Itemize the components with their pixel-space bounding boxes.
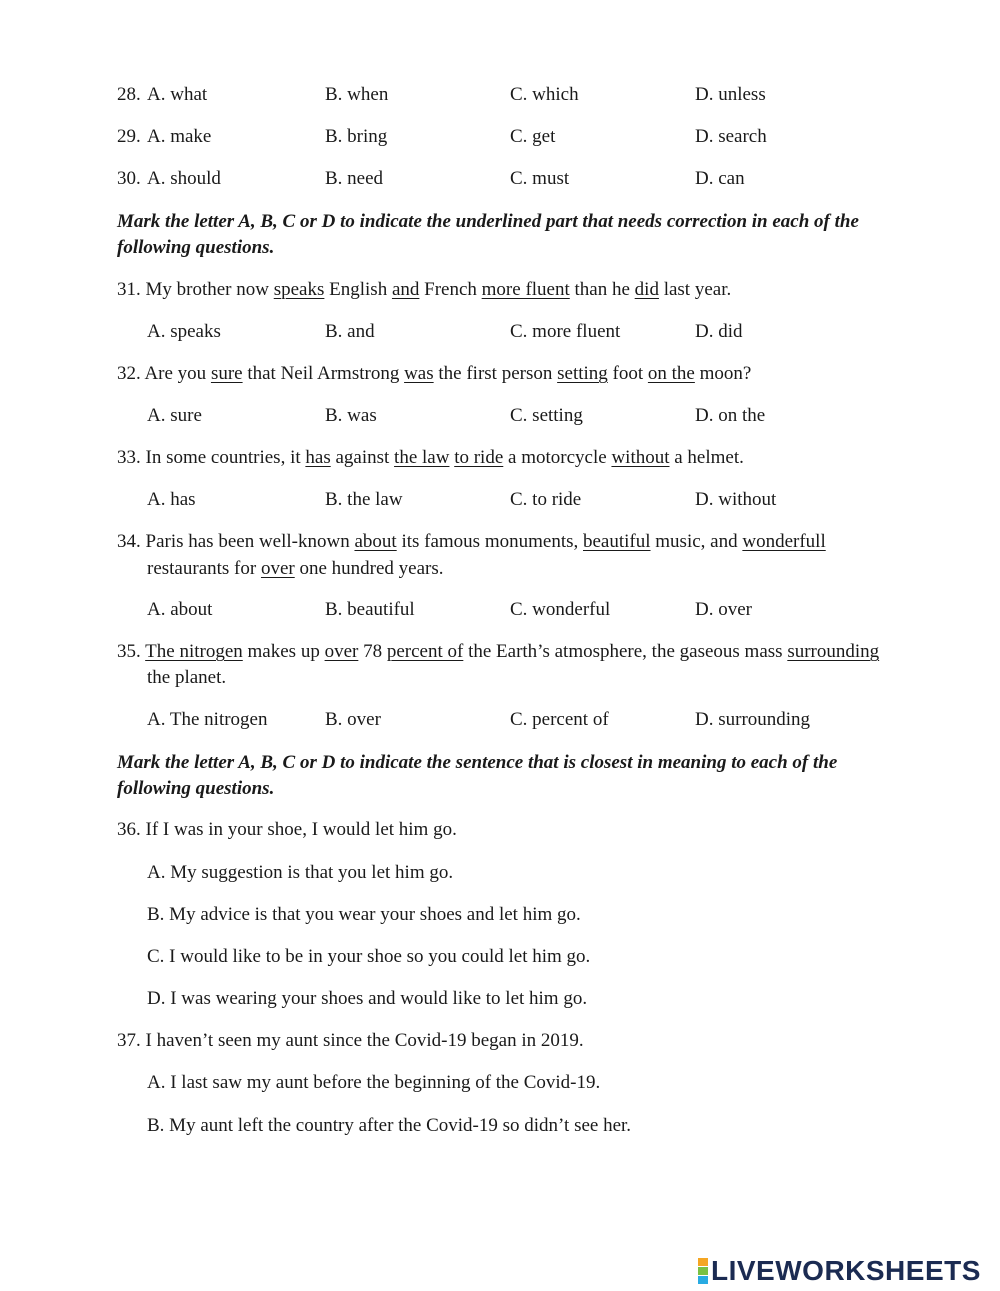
q36-option-c: C. I would like to be in your shoe so you could let him go. <box>147 946 591 967</box>
q30-option-b: B. need <box>325 168 384 189</box>
q37-option-a: A. I last saw my aunt before the beginning of the Covid-19. <box>147 1072 601 1093</box>
question-35-stem: 35. The nitrogen makes up over 78 percent of the Earth’s atmosphere, the gaseous mass surrounding <box>117 641 880 662</box>
question-28-number: 28. <box>117 84 141 105</box>
q33-option-a: A. has <box>147 489 196 510</box>
q29-option-d: D. search <box>695 126 767 147</box>
question-36-stem: 36. If I was in your shoe, I would let him go. <box>117 819 457 840</box>
q36-option-b: B. My advice is that you wear your shoes and let him go. <box>147 904 581 925</box>
q37-option-b: B. My aunt left the country after the Covid-19 so didn’t see her. <box>147 1115 632 1136</box>
q28-option-a: A. what <box>147 84 208 105</box>
liveworksheets-logo <box>698 1256 981 1286</box>
question-37-stem: 37. I haven’t seen my aunt since the Covid-19 began in 2019. <box>117 1030 584 1051</box>
q35-option-d: D. surrounding <box>695 709 811 730</box>
q30-option-c: C. must <box>510 168 570 189</box>
q35-option-b: B. over <box>325 709 381 730</box>
q34-option-c: C. wonderful <box>510 599 611 620</box>
instruction-sentence-transformation: Mark the letter A, B, C or D to indicate the sentence that is closest in meaning to each of the following questions. <box>117 752 838 799</box>
q36-option-a: A. My suggestion is that you let him go. <box>147 862 454 883</box>
q31-option-b: B. and <box>325 321 375 342</box>
q36-option-d: D. I was wearing your shoes and would like to let him go. <box>147 988 588 1009</box>
q33-option-c: C. to ride <box>510 489 582 510</box>
question-33-stem: 33. In some countries, it has against the law to ride a motorcycle without a helmet. <box>117 447 744 468</box>
q28-option-d: D. unless <box>695 84 766 105</box>
q32-option-a: A. sure <box>147 405 202 426</box>
q30-option-a: A. should <box>147 168 221 189</box>
q33-option-b: B. the law <box>325 489 403 510</box>
q29-option-c: C. get <box>510 126 556 147</box>
question-30-number: 30. <box>117 168 141 189</box>
q29-option-a: A. make <box>147 126 212 147</box>
question-29-number: 29. <box>117 126 141 147</box>
question-31-stem: 31. My brother now speaks English and French more fluent than he did last year. <box>117 279 732 300</box>
q33-option-d: D. without <box>695 489 777 510</box>
q30-option-d: D. can <box>695 168 745 189</box>
q34-option-a: A. about <box>147 599 213 620</box>
q31-option-c: C. more fluent <box>510 321 621 342</box>
liveworksheets-logo-text: LIVEWORKSHEETS <box>711 1255 981 1286</box>
question-35-stem-continued: the planet. <box>147 667 227 688</box>
q32-option-c: C. setting <box>510 405 583 426</box>
q28-option-b: B. when <box>325 84 389 105</box>
q31-option-a: A. speaks <box>147 321 221 342</box>
q35-option-a: A. The nitrogen <box>147 709 268 730</box>
question-32-stem: 32. Are you sure that Neil Armstrong was the first person setting foot on the moon? <box>117 363 752 384</box>
q28-option-c: C. which <box>510 84 579 105</box>
q29-option-b: B. bring <box>325 126 388 147</box>
question-34-stem: 34. Paris has been well-known about its famous monuments, beautiful music, and wonderfull <box>117 531 826 552</box>
q31-option-d: D. did <box>695 321 743 342</box>
q32-option-b: B. was <box>325 405 377 426</box>
q34-option-b: B. beautiful <box>325 599 415 620</box>
question-34-stem-continued: restaurants for over one hundred years. <box>147 558 444 579</box>
q32-option-d: D. on the <box>695 405 766 426</box>
q34-option-d: D. over <box>695 599 752 620</box>
q35-option-c: C. percent of <box>510 709 609 730</box>
liveworksheets-logo-icon <box>698 1258 708 1284</box>
instruction-error-identification: Mark the letter A, B, C or D to indicate the underlined part that needs correction in each of the following questions. <box>117 211 859 258</box>
